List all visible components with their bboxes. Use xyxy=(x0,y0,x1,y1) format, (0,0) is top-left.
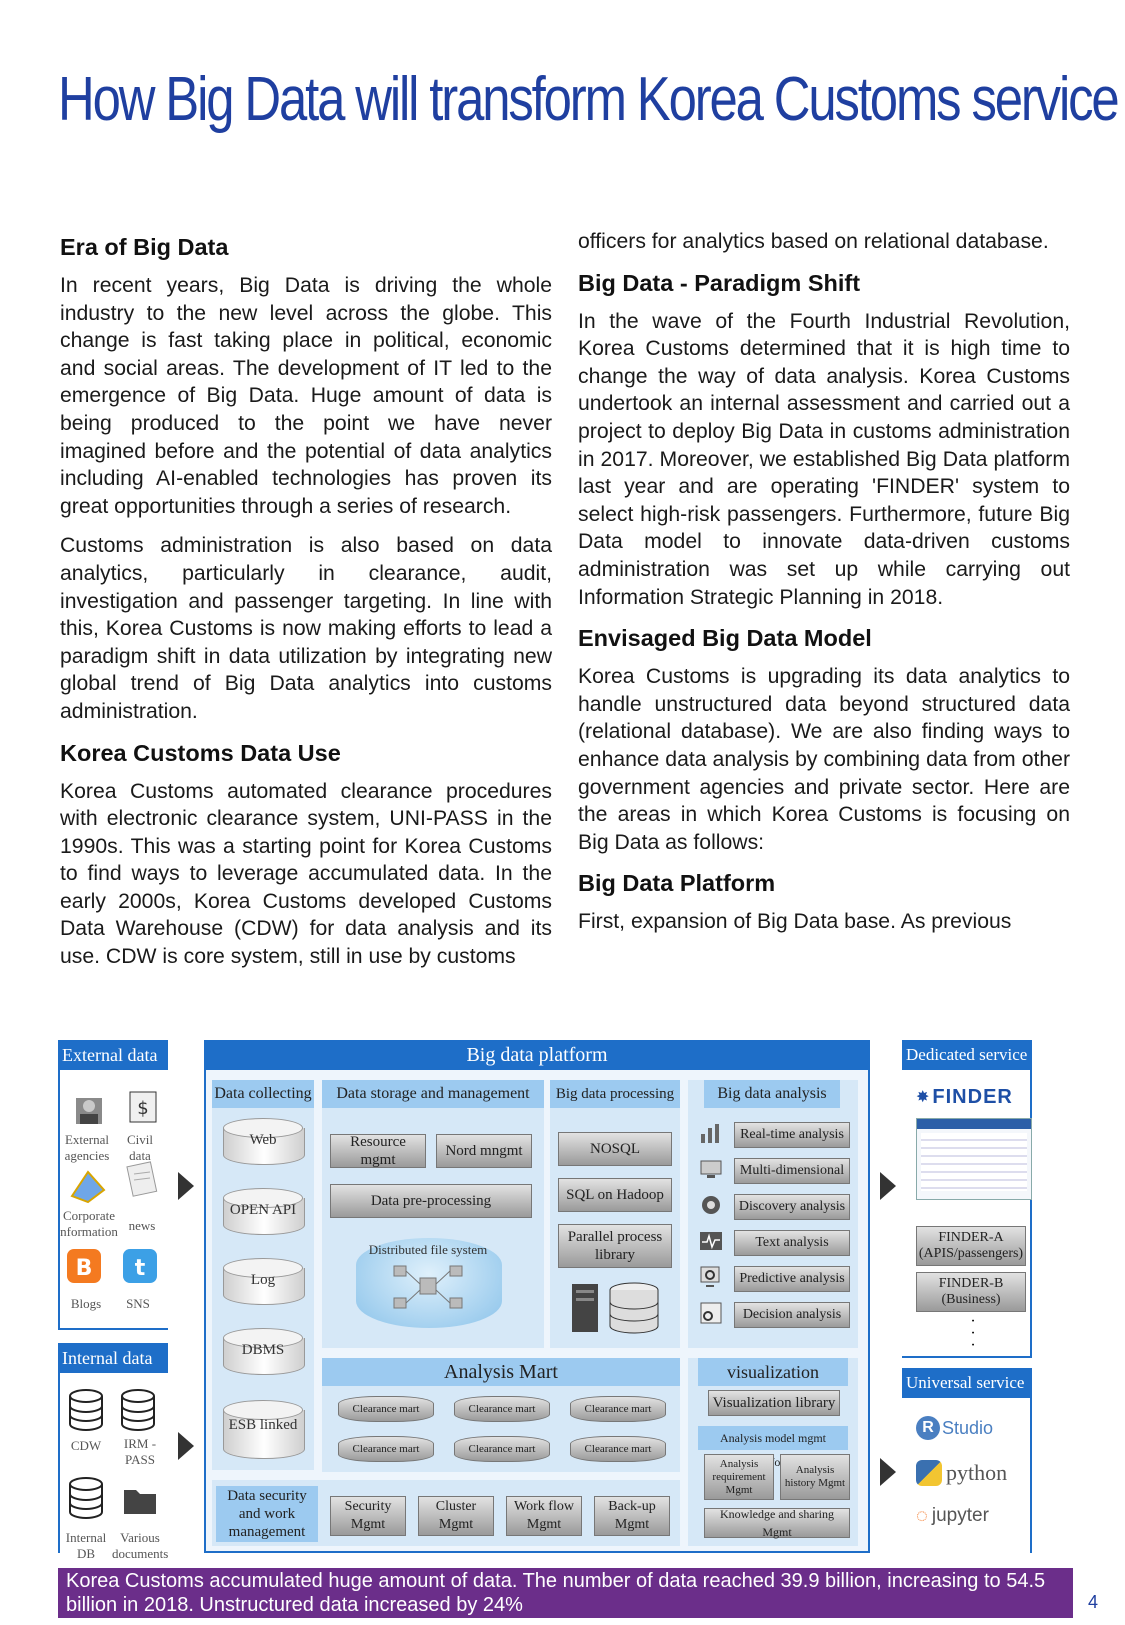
clearance-mart: Clearance mart xyxy=(338,1396,434,1422)
corporate-icon xyxy=(68,1166,108,1206)
database-icon xyxy=(66,1388,106,1434)
data-preprocessing: Data pre-processing xyxy=(330,1184,532,1218)
internal-data-header: Internal data xyxy=(58,1343,168,1373)
svg-text:t: t xyxy=(134,1256,146,1281)
news-icon xyxy=(124,1160,160,1200)
twitter-icon xyxy=(122,1248,158,1284)
finder-label: FINDER xyxy=(932,1085,1013,1108)
folder-icon xyxy=(120,1480,160,1520)
collect-dbms: DBMS xyxy=(223,1328,303,1378)
decision-analysis: Decision analysis xyxy=(734,1302,850,1328)
parallel-process-library: Parallel process library xyxy=(558,1224,672,1268)
paragraph: First, expansion of Big Data base. As previous xyxy=(578,910,1012,934)
finder-logo xyxy=(916,1084,1026,1110)
blogger-icon xyxy=(66,1248,102,1284)
clearance-mart: Clearance mart xyxy=(570,1436,666,1462)
dollar-icon xyxy=(126,1088,160,1126)
collect-web: Web xyxy=(223,1118,303,1168)
text-analysis: Text analysis xyxy=(734,1230,850,1256)
finder-b: FINDER-B (Business) xyxy=(916,1272,1026,1312)
predictive-analysis: Predictive analysis xyxy=(734,1266,850,1292)
heading-data-use: Korea Customs Data Use xyxy=(60,739,341,766)
nosql: NOSQL xyxy=(558,1132,672,1166)
paragraph: Korea Customs automated clearance procedures with electronic clearance system, UNI-PASS in the 1990s. This was a starting point for Korea Customs to find ways to leverage accumulated data. In the early 2000s, Korea Customs developed Customs Data Warehouse (CDW) for data analysis and its use. CDW is core system, still in use by customs xyxy=(60,779,552,969)
sql-on-hadoop: SQL on Hadoop xyxy=(558,1178,672,1212)
ext-label: Blogs xyxy=(70,1296,102,1311)
ellipsis-icon: · · · xyxy=(970,1313,976,1354)
search-icon xyxy=(698,1264,724,1290)
paragraph: officers for analytics based on relational database. xyxy=(578,230,1049,253)
python-label: python xyxy=(946,1460,1008,1485)
visualization-header: visualization xyxy=(698,1358,848,1386)
collect-log: Log xyxy=(223,1258,303,1308)
heading-big-data-platform: Big Data Platform xyxy=(578,870,776,897)
r-icon: R xyxy=(916,1416,940,1440)
data-collecting-header: Data collecting xyxy=(212,1080,314,1108)
collect-esb: ESB linked xyxy=(223,1400,303,1460)
arrow-right-icon xyxy=(178,1172,194,1200)
gear-icon xyxy=(698,1192,724,1218)
visualization-library: Visualization library xyxy=(708,1390,840,1416)
finder-screenshot xyxy=(916,1118,1032,1200)
backup-mgmt: Back-up Mgmt xyxy=(594,1496,670,1536)
jupyter-icon: ◌ xyxy=(916,1504,928,1527)
int-label: CDW xyxy=(70,1438,102,1453)
finder-dots-icon: ✸ xyxy=(916,1089,930,1106)
dedicated-service-header: Dedicated service xyxy=(902,1040,1032,1070)
arrow-right-icon xyxy=(880,1172,896,1200)
jupyter-label: jupyter xyxy=(931,1505,989,1526)
server-icon xyxy=(568,1276,668,1340)
knowledge-sharing: Knowledge and sharing Mgmt xyxy=(704,1508,850,1538)
analysis-mart-header: Analysis Mart xyxy=(322,1358,680,1386)
data-storage-header: Data storage and management xyxy=(322,1080,544,1108)
ext-label: SNS xyxy=(126,1296,150,1311)
security-mgmt: Security Mgmt xyxy=(330,1496,406,1536)
node-mgmt: Nord mngmt xyxy=(436,1134,532,1168)
agency-icon xyxy=(68,1092,110,1130)
requirement-mgmt: Analysis requirement Mgmt xyxy=(704,1454,774,1500)
clearance-mart: Clearance mart xyxy=(338,1436,434,1462)
decision-icon xyxy=(698,1300,724,1326)
paragraph: In the wave of the Fourth Industrial Revolution, Korea Customs determined that it is high time to change the way of data analysis. Korea Customs undertook an internal assessment and carried out a project to deploy Big Data in customs administration in 2017. Moreover, we established Big Data platform last year and are operating 'FINDER' system to select high-risk passengers. Furthermore, future Big Data model to innovate data-driven customs administration was set up while carrying out Information Strategic Planning in 2018. xyxy=(578,309,1070,609)
page-title: How Big Data will transform Korea Customs service xyxy=(58,65,1118,134)
monitor-icon xyxy=(698,1156,724,1182)
clearance-mart: Clearance mart xyxy=(570,1396,666,1422)
resource-mgmt: Resource mgmt xyxy=(330,1134,426,1168)
model-platform-header: Analysis model mgmt xyxy=(698,1426,848,1450)
external-data-header: External data xyxy=(58,1040,168,1070)
platform-header: Big data platform xyxy=(204,1040,870,1070)
realtime-analysis: Real-time analysis xyxy=(734,1122,850,1148)
paragraph: In recent years, Big Data is driving the whole industry to the new level across the globe. This change is fast taking place in political, economic and social areas. The development of IT led to the emergence of Big Data. Huge amount of data is being produced to the point we have never imagined before and the potential of data analytics including AI-enabled technologies has proven its great opportunities through a series of research. xyxy=(60,274,552,518)
arrow-right-icon xyxy=(880,1458,896,1486)
pulse-icon xyxy=(698,1228,724,1254)
clearance-mart: Clearance mart xyxy=(454,1436,550,1462)
svg-text:B: B xyxy=(75,1256,93,1281)
page-number: 4 xyxy=(1088,1592,1099,1612)
chart-icon xyxy=(698,1120,724,1146)
paragraph: Korea Customs is upgrading its data analytics to handle unstructured data beyond structured data (relational database). We are also finding ways to enhance data analysis by combining data from other government agencies and private sector. Here are the areas in which Korea Customs is focusing on Big Data as follows: xyxy=(578,665,1070,854)
arrow-right-icon xyxy=(178,1432,194,1460)
security-header: Data security and work management xyxy=(216,1486,318,1542)
universal-service-header: Universal service xyxy=(902,1368,1032,1398)
int-label: Various documents xyxy=(112,1530,169,1561)
python-icon xyxy=(916,1460,942,1486)
finder-a: FINDER-A (APIS/passengers) xyxy=(916,1226,1026,1266)
data-analysis-header: Big data analysis xyxy=(704,1080,840,1108)
svg-text:$: $ xyxy=(137,1098,149,1119)
ext-label: Civil data xyxy=(126,1132,153,1163)
workflow-mgmt: Work flow Mgmt xyxy=(506,1496,582,1536)
database-icon xyxy=(66,1476,106,1522)
ext-label: External agencies xyxy=(64,1132,110,1163)
multi-dimensional: Multi-dimensional xyxy=(734,1158,850,1184)
ext-label: Corporate nformation xyxy=(60,1208,118,1239)
left-column xyxy=(60,232,552,983)
heading-era-of-big-data: Era of Big Data xyxy=(60,234,229,260)
python-logo xyxy=(916,1458,1032,1488)
collect-open-api: OPEN API xyxy=(223,1188,303,1238)
discovery-analysis: Discovery analysis xyxy=(734,1194,850,1220)
database-icon xyxy=(118,1388,158,1434)
int-label: Internal DB xyxy=(65,1530,107,1561)
rstudio-logo xyxy=(916,1414,1026,1442)
heading-envisaged-model: Envisaged Big Data Model xyxy=(578,625,872,652)
heading-paradigm-shift: Big Data - Paradigm Shift xyxy=(578,269,861,296)
network-icon xyxy=(388,1260,468,1316)
dfs-label: Distributed file system xyxy=(368,1242,488,1257)
cluster-mgmt: Cluster Mgmt xyxy=(418,1496,494,1536)
clearance-mart: Clearance mart xyxy=(454,1396,550,1422)
jupyter-logo xyxy=(916,1502,1032,1530)
int-label: IRM -PASS xyxy=(123,1436,157,1467)
history-mgmt: Analysis history Mgmt xyxy=(780,1454,850,1500)
right-column xyxy=(578,228,1070,948)
data-processing-header: Big data processing xyxy=(550,1080,680,1108)
ext-label: news xyxy=(128,1218,156,1233)
big-data-platform-diagram xyxy=(58,1040,1073,1570)
figure-caption: Korea Customs accumulated huge amount of data. The number of data reached 39.9 billion, increasing to 54.5 billion in 2018. Unstructured data increased by 24% xyxy=(58,1568,1073,1618)
rstudio-label: Studio xyxy=(942,1417,994,1438)
paragraph: Customs administration is also based on data analytics, particularly in clearance, audit, investigation and passenger targeting. In line with this, Korea Customs is now making efforts to lead a paradigm shift in data utilization by integrating new global trend of Big Data analytics into customs administration. xyxy=(60,534,552,723)
